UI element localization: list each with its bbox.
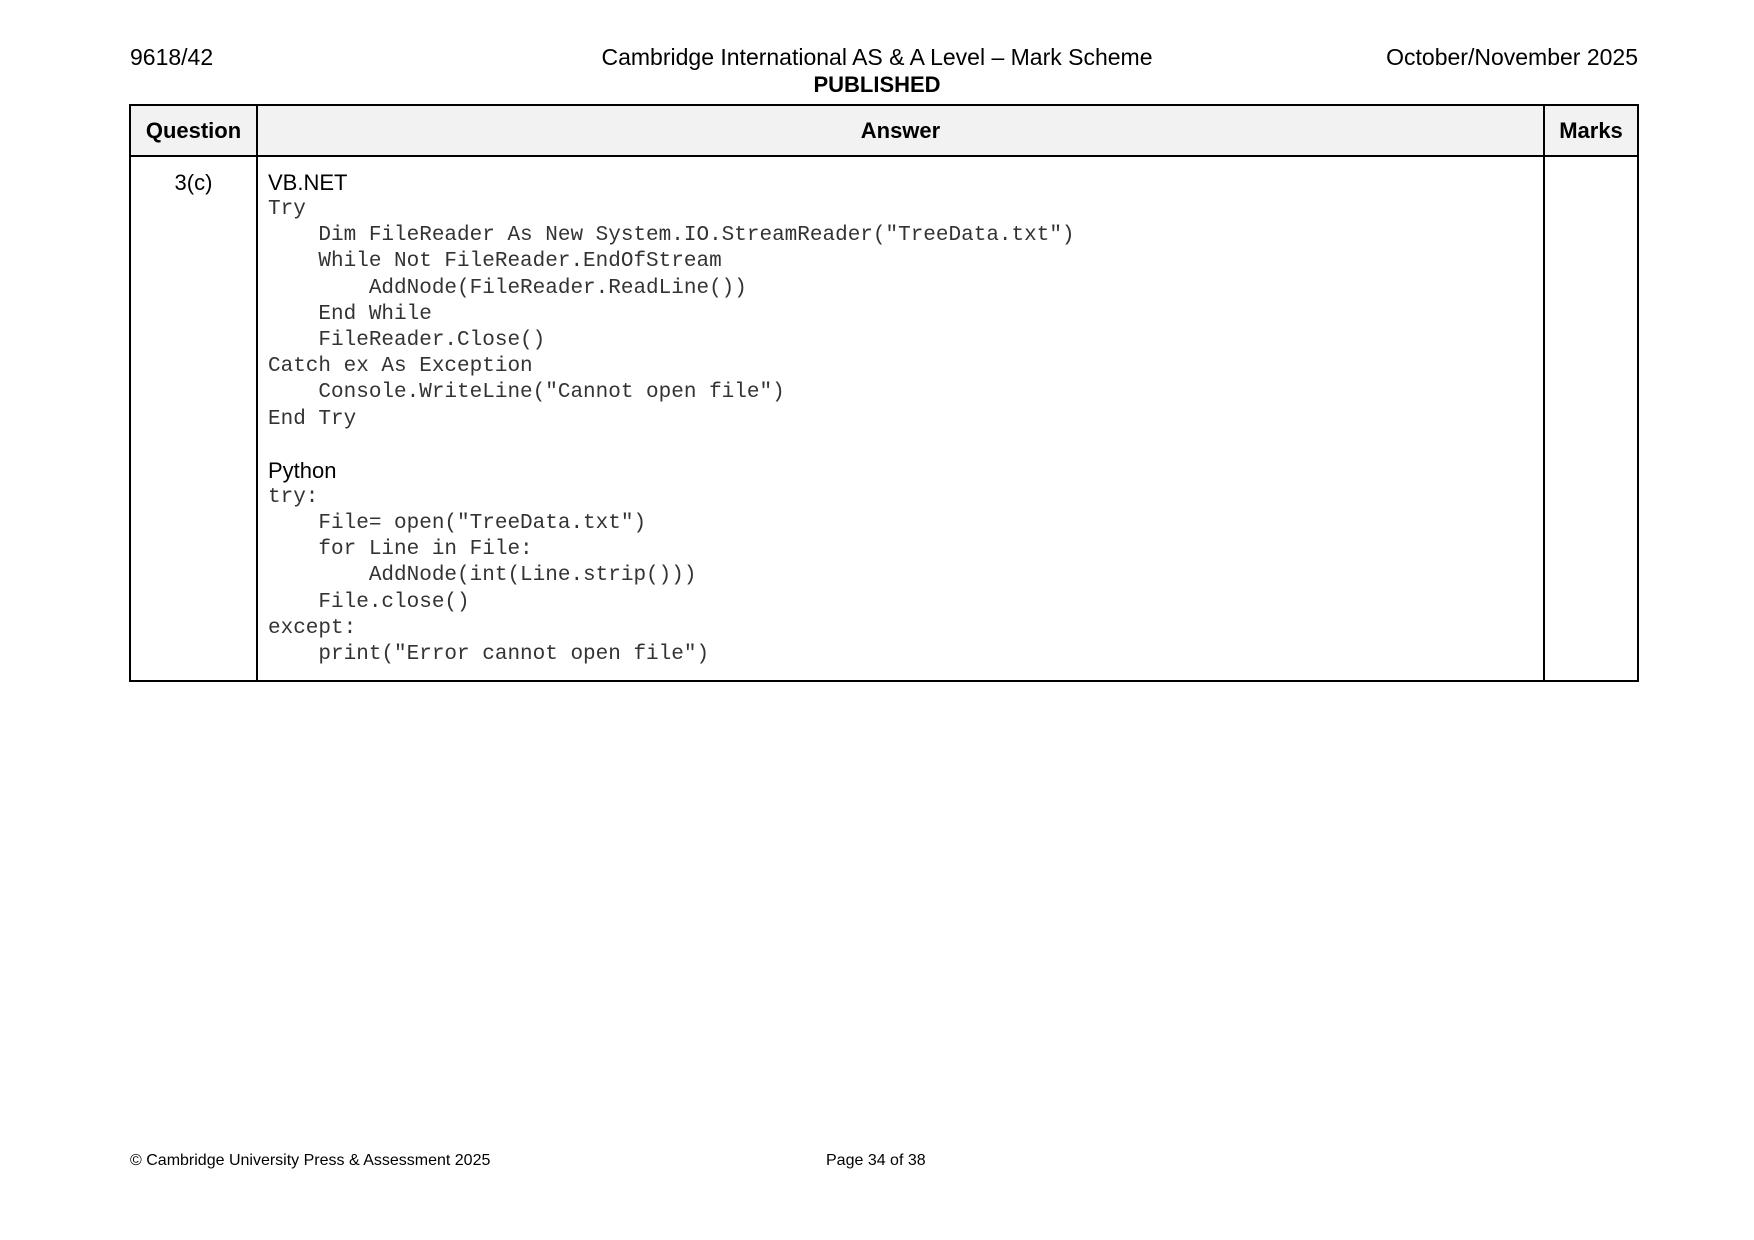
paper-code: 9618/42 bbox=[130, 44, 214, 70]
python-label: Python bbox=[268, 457, 337, 483]
published-label: PUBLISHED bbox=[813, 72, 941, 97]
copyright-footer: © Cambridge University Press & Assessment 2025 bbox=[130, 1152, 491, 1169]
exam-session: October/November 2025 bbox=[1386, 44, 1638, 70]
vbnet-code-block: Try Dim FileReader As New System.IO.StreamReader("TreeData.txt") While Not FileReader.EndOfStream AddNode(FileReader.ReadLine()) End While FileReader.Close() Catch ex As Exception Console.WriteLine("Cannot open file") End Try bbox=[268, 198, 1075, 431]
question-column-header: Question bbox=[130, 105, 257, 156]
question-number: 3(c) bbox=[130, 156, 257, 681]
block-spacer bbox=[268, 433, 1533, 457]
answer-column-header: Answer bbox=[257, 105, 1544, 156]
python-code-block: try: File= open("TreeData.txt") for Line in File: AddNode(int(Line.strip())) File.close() except: print("Error cannot open file") bbox=[268, 485, 710, 667]
marks-column-header: Marks bbox=[1544, 105, 1638, 156]
table-header-row bbox=[130, 105, 1638, 156]
table-row bbox=[130, 156, 1638, 681]
vbnet-label: VB.NET bbox=[268, 170, 348, 195]
marks-cell bbox=[1544, 156, 1638, 681]
answer-cell bbox=[257, 156, 1544, 681]
page-number: Page 34 of 38 bbox=[826, 1152, 926, 1169]
mark-scheme-table bbox=[129, 104, 1639, 682]
document-title: Cambridge International AS & A Level – Mark Scheme bbox=[601, 44, 1153, 70]
